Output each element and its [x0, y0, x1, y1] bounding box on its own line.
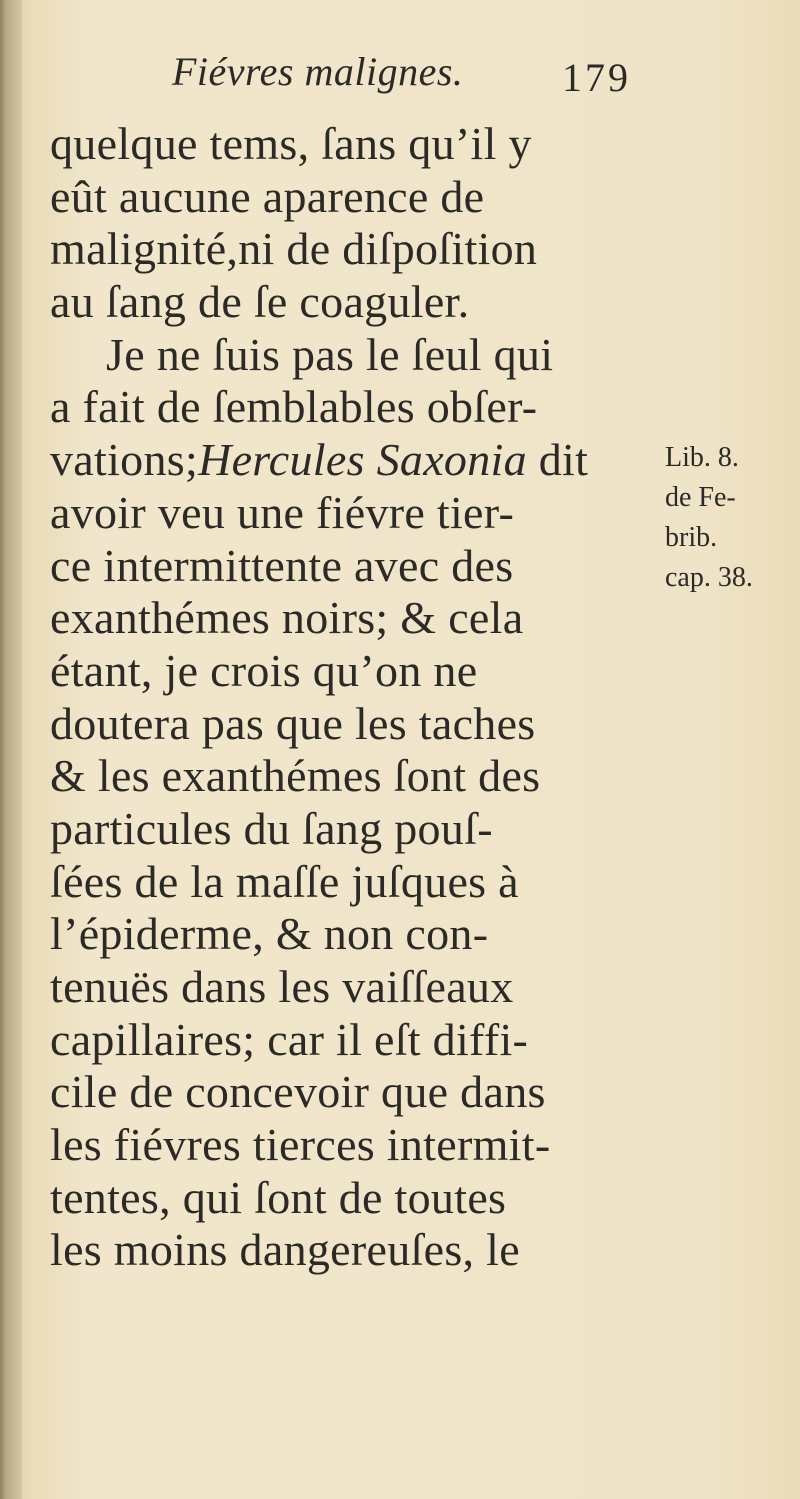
text-line: tenuës dans les vaiſſeaux: [50, 961, 514, 1012]
paragraph-start-line: Je ne ſuis pas le ſeul qui: [106, 328, 554, 380]
cited-author-name: Hercules Saxonia: [198, 434, 527, 486]
margin-note-line: brib.: [665, 522, 718, 553]
text-line: l’épiderme, & non con-: [50, 908, 489, 960]
text-segment: dit: [526, 434, 589, 486]
text-line: doutera pas que les taches: [50, 697, 536, 749]
page-number: 179: [562, 55, 631, 100]
margin-note-line: cap. 38.: [665, 562, 753, 593]
body-text: [50, 118, 670, 1277]
text-line: malignité,ni de diſpoſition: [50, 223, 538, 275]
text-line: étant, je crois qu’on ne: [50, 644, 478, 696]
text-line: capillaires; car il eſt diffi-: [50, 1013, 529, 1065]
text-line: les moins dangereuſes, le: [50, 1224, 520, 1276]
text-line-with-citation: [50, 434, 670, 487]
text-line: au ſang de ſe coaguler.: [50, 276, 470, 328]
margin-note-line: de Fe-: [665, 482, 736, 513]
page-header: [172, 48, 692, 108]
text-segment: vations;: [50, 434, 199, 486]
margin-note-line: Lib. 8.: [665, 442, 739, 473]
text-line: particules du ſang pouſ-: [50, 802, 493, 854]
text-line: exanthémes noirs; & cela: [50, 592, 524, 644]
text-line: cile de concevoir que dans: [50, 1066, 546, 1118]
book-binding-edge: [0, 0, 22, 1499]
text-line: a fait de ſemblables obſer-: [50, 381, 538, 433]
text-line: ce intermittente avec des: [50, 539, 514, 591]
text-line: les fiévres tierces intermit-: [50, 1119, 551, 1171]
text-line: eût aucune aparence de: [50, 170, 485, 222]
text-line: avoir veu une fiévre tier-: [50, 486, 515, 538]
text-line: & les exanthémes ſont des: [50, 750, 541, 802]
text-line: quelque tems, ſans qu’il y: [50, 118, 532, 169]
running-title: Fiévres malignes.: [172, 49, 464, 94]
text-line: tentes, qui ſont de toutes: [50, 1171, 507, 1223]
marginal-citation: [665, 438, 795, 598]
text-line: ſées de la maſſe juſques à: [50, 855, 519, 907]
